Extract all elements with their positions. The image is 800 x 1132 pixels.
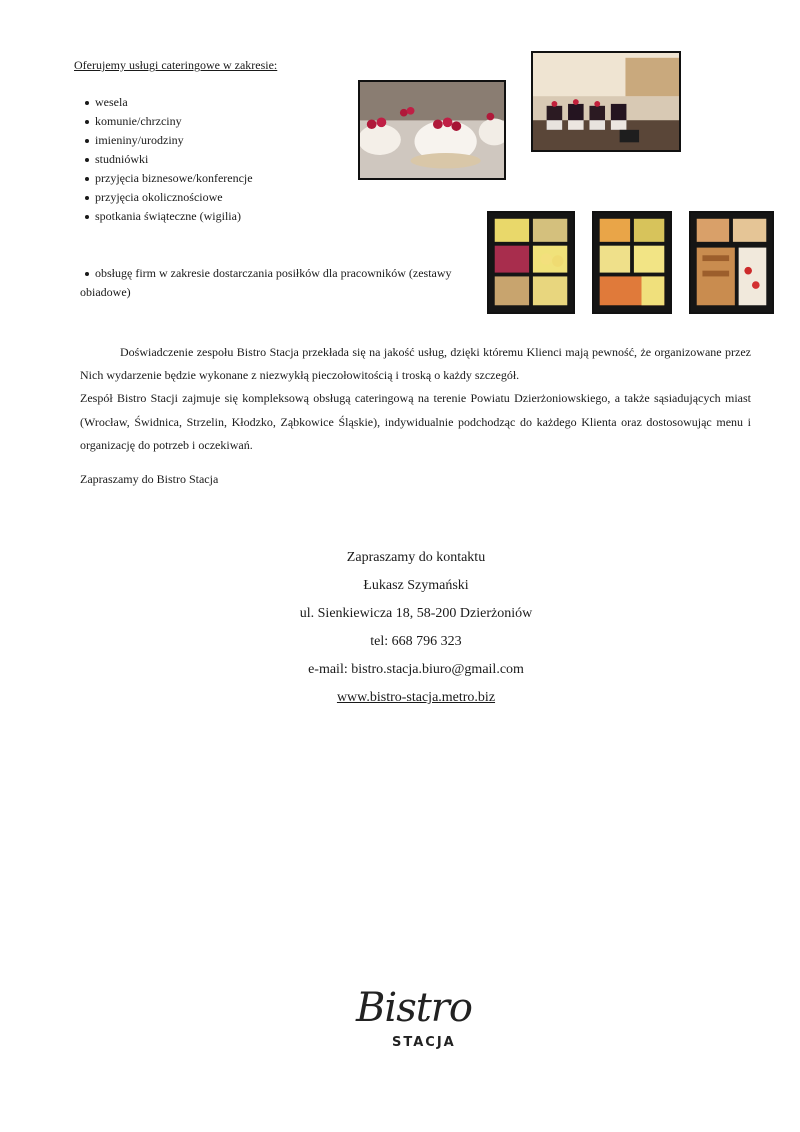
- contact-intro: Zapraszamy do kontaktu: [346, 550, 486, 565]
- logo-word: STACJA: [392, 1035, 456, 1050]
- invite-text: Zapraszamy do Bistro Stacja: [80, 472, 219, 486]
- list-item: imieniny/urodziny: [84, 131, 253, 150]
- list-item: komunie/chrzciny: [84, 112, 253, 131]
- website-link[interactable]: www.bistro-stacja.metro.biz: [336, 690, 496, 705]
- bullet-icon: [85, 272, 89, 276]
- description-paragraph: Zespół Bistro Stacji zajmuje się kompleksową obsługą cateringową na terenie Powiatu Dzierżoniowskiego, a także sąsiadujących miast (Wrocław, Świdnica, Strzelin, Kłodzko, Ząbkowice Śląskie), indywidualnie podchodząc do każdego Klienta oraz dostosowując menu i organizację do potrzeb i oczekiwań.: [80, 391, 751, 452]
- extra-service-item: [80, 264, 484, 302]
- lunch-box-photo-1: [487, 211, 575, 314]
- services-list: [84, 93, 253, 226]
- description-paragraph: Doświadczenie zespołu Bistro Stacja przekłada się na jakość usług, dzięki któremu Klienci mają pewność, że organizowane przez Nich wydarzenie będzie wykonane z niezwykłą pieczołowitością i troską o każdy szczegół.: [80, 345, 751, 383]
- offer-heading: Oferujemy usługi cateringowe w zakresie:: [74, 58, 278, 72]
- list-item: wesela: [84, 93, 253, 112]
- list-item: przyjęcia okolicznościowe: [84, 188, 253, 207]
- extra-service-text: obsługę firm w zakresie dostarczania posiłków dla pracowników (zestawy obiadowe): [80, 266, 452, 299]
- bistro-stacja-logo: [352, 985, 472, 1055]
- lunch-box-photo-3: [689, 211, 774, 314]
- logo-script: Bistro: [356, 985, 472, 1031]
- list-item: spotkania świąteczne (wigilia): [84, 207, 253, 226]
- meringue-desserts-photo: [358, 80, 506, 180]
- list-item: przyjęcia biznesowe/konferencje: [84, 169, 253, 188]
- contact-name: Łukasz Szymański: [363, 578, 469, 593]
- list-item: studniówki: [84, 150, 253, 169]
- contact-address: ul. Sienkiewicza 18, 58-200 Dzierżoniów: [299, 606, 533, 621]
- contact-phone: tel: 668 796 323: [370, 634, 462, 649]
- contact-email: e-mail: bistro.stacja.biuro@gmail.com: [308, 662, 524, 677]
- contact-block: [216, 544, 616, 712]
- lunch-box-photo-2: [592, 211, 672, 314]
- dessert-cups-photo: [531, 51, 681, 152]
- description-block: [80, 341, 751, 457]
